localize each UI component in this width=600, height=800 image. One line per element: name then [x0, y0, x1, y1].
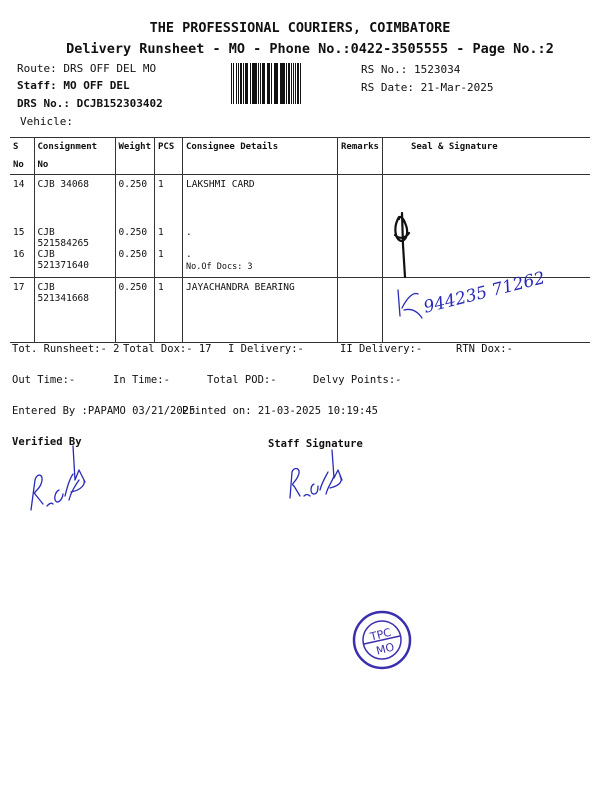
verified-by-signature	[25, 440, 105, 520]
cell-remarks	[338, 249, 383, 278]
cell-pcs: 1	[155, 249, 183, 278]
cell-sno: 16	[13, 248, 25, 260]
printed-on: Printed on: 21-03-2025 10:19:45	[182, 405, 378, 417]
docs-count: No.Of Docs: 3	[186, 261, 253, 272]
cell-weight: 0.250	[115, 227, 155, 249]
runsheet-title: Delivery Runsheet - MO - Phone No.:0422-3505555 - Page No.:2	[66, 41, 554, 57]
cell-consignment: CJB 521584265	[34, 227, 115, 249]
col-remarks: Remarks	[338, 138, 383, 175]
cell-pcs: 1	[155, 227, 183, 249]
cell-sno: 15	[13, 226, 25, 238]
staff-signature-label: Staff Signature	[268, 438, 363, 450]
table-row	[10, 175, 590, 227]
drs-number: DRS No.: DCJB152303402	[17, 97, 163, 110]
col-weight: Weight	[115, 138, 155, 175]
table-row	[10, 227, 590, 249]
cell-consignee: LAKSHMI CARD	[183, 175, 338, 227]
col-pcs: PCS	[155, 138, 183, 175]
in-time: In Time:-	[113, 374, 170, 386]
cell-consignment: CJB 34068	[34, 175, 115, 227]
cell-pcs: 1	[155, 175, 183, 227]
entered-by: Entered By :PAPAMO 03/21/2025	[12, 405, 196, 417]
company-title: THE PROFESSIONAL COURIERS, COIMBATORE	[149, 20, 451, 36]
cell-consignee	[183, 249, 338, 278]
cell-consignment: CJB 521371640	[34, 249, 115, 278]
cell-sno: 14	[13, 179, 25, 190]
i-delivery: I Delivery:-	[228, 343, 304, 355]
delvy-points: Delvy Points:-	[313, 374, 402, 386]
cell-weight: 0.250	[115, 175, 155, 227]
cell-sno: 17	[10, 278, 34, 343]
rtn-dox: RTN Dox:-	[456, 343, 513, 355]
tot-runsheet: Tot. Runsheet:- 2	[12, 343, 120, 355]
total-dox: Total Dox:- 17	[123, 343, 212, 355]
out-time: Out Time:-	[12, 374, 76, 386]
verified-by-label: Verified By	[12, 436, 82, 448]
col-sno: S No	[10, 138, 34, 175]
cell-weight: 0.250	[115, 249, 155, 278]
route-label: Route: DRS OFF DEL MO	[17, 62, 157, 75]
table-header-row	[10, 138, 590, 175]
handwritten-signature-rows	[385, 205, 425, 283]
col-seal-signature: Seal & Signature	[382, 138, 590, 175]
consignee-text: .	[186, 248, 192, 260]
cell-consignee: JAYACHANDRA BEARING	[183, 278, 338, 343]
cell-consignment: CJB 521341668	[34, 278, 115, 343]
cell-weight: 0.250	[115, 278, 155, 343]
col-consignee: Consignee Details	[183, 138, 338, 175]
tpc-stamp	[352, 610, 412, 670]
col-consignment: Consignment No	[34, 138, 115, 175]
cell-remarks	[338, 175, 383, 227]
staff-signature	[284, 448, 364, 508]
cell-remarks	[338, 278, 383, 343]
table-row	[10, 249, 590, 278]
barcode	[231, 63, 355, 104]
handwritten-note-text: 944235 71262	[421, 268, 548, 318]
vehicle-label: Vehicle:	[20, 115, 73, 128]
rs-date: RS Date: 21-Mar-2025	[361, 81, 494, 94]
stamp-top-text: TPC	[368, 625, 393, 644]
cell-pcs: 1	[155, 278, 183, 343]
stamp-bottom-text: MO	[374, 640, 396, 658]
ii-delivery: II Delivery:-	[340, 343, 423, 355]
cell-consignee: .	[183, 227, 338, 249]
cell-remarks	[338, 227, 383, 249]
staff-label: Staff: MO OFF DEL	[17, 79, 130, 92]
total-pod: Total POD:-	[207, 374, 277, 386]
rs-number: RS No.: 1523034	[361, 63, 461, 76]
